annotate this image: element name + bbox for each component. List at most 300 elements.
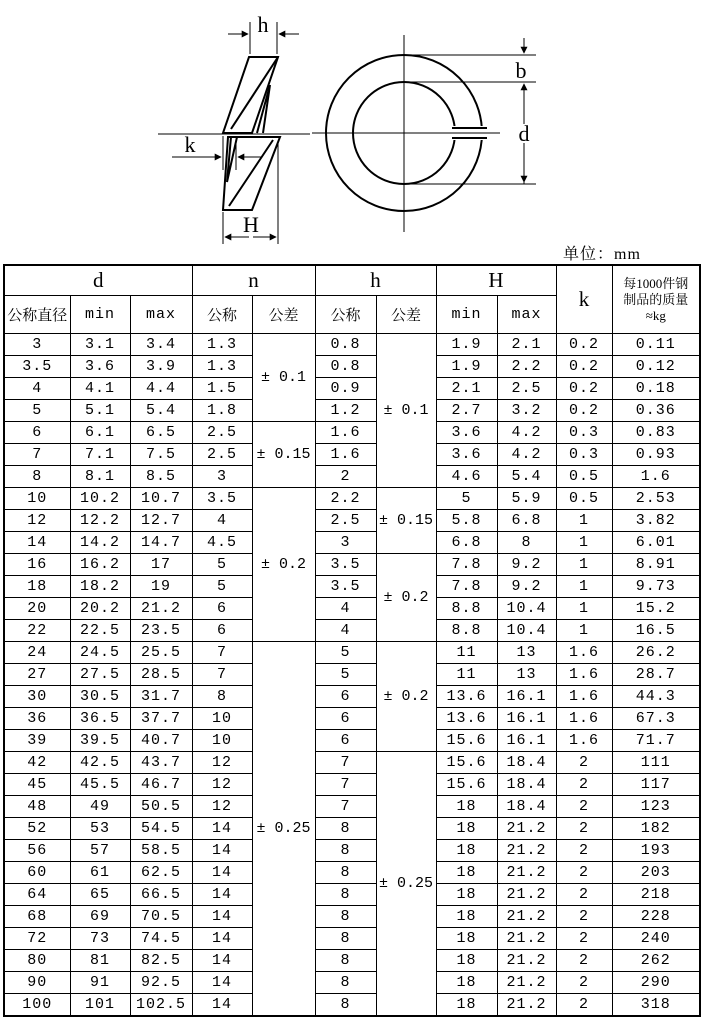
cell-nominal-diameter: 72	[4, 928, 70, 950]
cell-nominal-diameter: 39	[4, 730, 70, 752]
cell-H-min: 3.6	[436, 422, 497, 444]
cell-H-max: 10.4	[497, 598, 556, 620]
table-row	[4, 686, 700, 708]
cell-n-nominal: 12	[192, 752, 252, 774]
cell-H-max: 21.2	[497, 884, 556, 906]
cell-n-nominal: 2.5	[192, 422, 252, 444]
cell-H-min: 5.8	[436, 510, 497, 532]
cell-H-max: 9.2	[497, 554, 556, 576]
cell-h-nominal: 6	[315, 730, 376, 752]
cell-d-max: 25.5	[130, 642, 192, 664]
cell-k: 1.6	[556, 730, 612, 752]
cell-nominal-diameter: 3.5	[4, 356, 70, 378]
cell-d-min: 91	[70, 972, 130, 994]
cell-d-min: 16.2	[70, 554, 130, 576]
cell-d-min: 10.2	[70, 488, 130, 510]
table-row	[4, 510, 700, 532]
cell-mass: 6.01	[612, 532, 700, 554]
cell-n-nominal: 7	[192, 664, 252, 686]
cell-h-nominal: 7	[315, 774, 376, 796]
cell-h-nominal: 1.6	[315, 422, 376, 444]
cell-d-min: 4.1	[70, 378, 130, 400]
cell-H-min: 18	[436, 818, 497, 840]
cell-H-min: 1.9	[436, 356, 497, 378]
cell-k: 0.2	[556, 378, 612, 400]
cell-h-nominal: 8	[315, 950, 376, 972]
table-row	[4, 356, 700, 378]
cell-mass: 117	[612, 774, 700, 796]
cell-H-max: 21.2	[497, 928, 556, 950]
cell-H-min: 11	[436, 642, 497, 664]
cell-k: 2	[556, 840, 612, 862]
cell-mass: 15.2	[612, 598, 700, 620]
cell-H-max: 16.1	[497, 708, 556, 730]
cell-k: 1.6	[556, 708, 612, 730]
cell-mass: 71.7	[612, 730, 700, 752]
cell-d-min: 14.2	[70, 532, 130, 554]
cell-mass: 240	[612, 928, 700, 950]
table-row	[4, 664, 700, 686]
cell-H-min: 18	[436, 862, 497, 884]
cell-h-nominal: 0.9	[315, 378, 376, 400]
cell-d-min: 45.5	[70, 774, 130, 796]
cell-n-tolerance: ± 0.1	[252, 334, 315, 422]
cell-d-max: 31.7	[130, 686, 192, 708]
cell-H-min: 15.6	[436, 752, 497, 774]
dim-label-d: d	[518, 121, 530, 146]
cell-h-nominal: 3.5	[315, 554, 376, 576]
col-header-h-tolerance: 公差	[376, 296, 436, 334]
cell-n-nominal: 6	[192, 598, 252, 620]
table-row	[4, 488, 700, 510]
cell-H-max: 16.1	[497, 686, 556, 708]
cell-k: 2	[556, 818, 612, 840]
table-row	[4, 884, 700, 906]
cell-mass: 290	[612, 972, 700, 994]
cell-h-nominal: 1.6	[315, 444, 376, 466]
col-header-h-nominal: 公称	[315, 296, 376, 334]
cell-d-min: 30.5	[70, 686, 130, 708]
cell-H-min: 13.6	[436, 708, 497, 730]
cell-h-nominal: 6	[315, 708, 376, 730]
cell-mass: 26.2	[612, 642, 700, 664]
cell-n-nominal: 4.5	[192, 532, 252, 554]
cell-n-nominal: 14	[192, 884, 252, 906]
col-header-H-max: max	[497, 296, 556, 334]
cell-nominal-diameter: 45	[4, 774, 70, 796]
cell-nominal-diameter: 14	[4, 532, 70, 554]
cell-H-max: 21.2	[497, 972, 556, 994]
cell-H-max: 21.2	[497, 994, 556, 1017]
cell-d-min: 73	[70, 928, 130, 950]
dim-label-H: H	[243, 212, 259, 237]
cell-k: 1	[556, 576, 612, 598]
cell-n-tolerance: ± 0.15	[252, 422, 315, 488]
cell-nominal-diameter: 60	[4, 862, 70, 884]
cell-mass: 1.6	[612, 466, 700, 488]
cell-k: 0.2	[556, 356, 612, 378]
cell-mass: 44.3	[612, 686, 700, 708]
cell-d-max: 7.5	[130, 444, 192, 466]
cell-n-nominal: 10	[192, 730, 252, 752]
cell-n-nominal: 14	[192, 862, 252, 884]
cell-nominal-diameter: 3	[4, 334, 70, 356]
cell-nominal-diameter: 8	[4, 466, 70, 488]
table-row	[4, 862, 700, 884]
cell-n-nominal: 5	[192, 554, 252, 576]
cell-d-min: 69	[70, 906, 130, 928]
cell-d-min: 53	[70, 818, 130, 840]
cell-n-nominal: 14	[192, 972, 252, 994]
cell-h-nominal: 7	[315, 796, 376, 818]
cell-d-max: 19	[130, 576, 192, 598]
cell-h-nominal: 0.8	[315, 356, 376, 378]
cell-mass: 3.82	[612, 510, 700, 532]
cell-mass: 16.5	[612, 620, 700, 642]
cell-k: 0.2	[556, 334, 612, 356]
dim-label-b: b	[515, 58, 527, 83]
cell-k: 1	[556, 510, 612, 532]
cell-h-nominal: 8	[315, 972, 376, 994]
cell-h-tolerance: ± 0.15	[376, 488, 436, 554]
cell-H-min: 13.6	[436, 686, 497, 708]
cell-h-nominal: 5	[315, 642, 376, 664]
cell-n-nominal: 3	[192, 466, 252, 488]
cell-d-max: 66.5	[130, 884, 192, 906]
cell-H-max: 21.2	[497, 906, 556, 928]
cell-mass: 193	[612, 840, 700, 862]
cell-n-nominal: 2.5	[192, 444, 252, 466]
cell-d-max: 28.5	[130, 664, 192, 686]
cell-n-nominal: 12	[192, 796, 252, 818]
cell-nominal-diameter: 48	[4, 796, 70, 818]
cell-n-nominal: 5	[192, 576, 252, 598]
cell-d-min: 3.6	[70, 356, 130, 378]
cell-H-min: 3.6	[436, 444, 497, 466]
cell-H-max: 9.2	[497, 576, 556, 598]
unit-note: 单位：mm	[563, 246, 641, 263]
cell-H-min: 18	[436, 928, 497, 950]
cell-mass: 67.3	[612, 708, 700, 730]
cell-nominal-diameter: 56	[4, 840, 70, 862]
cell-h-nominal: 8	[315, 840, 376, 862]
cell-d-min: 27.5	[70, 664, 130, 686]
cell-mass: 228	[612, 906, 700, 928]
cell-mass: 0.93	[612, 444, 700, 466]
cell-H-min: 6.8	[436, 532, 497, 554]
cell-H-min: 1.9	[436, 334, 497, 356]
cell-mass: 0.36	[612, 400, 700, 422]
table-row	[4, 730, 700, 752]
cell-n-nominal: 14	[192, 928, 252, 950]
cell-h-nominal: 1.2	[315, 400, 376, 422]
cell-d-min: 3.1	[70, 334, 130, 356]
cell-h-nominal: 6	[315, 686, 376, 708]
cell-H-min: 15.6	[436, 730, 497, 752]
cell-H-max: 10.4	[497, 620, 556, 642]
cell-k: 1.6	[556, 664, 612, 686]
cell-k: 0.5	[556, 466, 612, 488]
spec-table-body	[4, 334, 700, 1017]
cell-d-min: 18.2	[70, 576, 130, 598]
cell-d-max: 14.7	[130, 532, 192, 554]
cell-H-min: 18	[436, 884, 497, 906]
cell-k: 0.3	[556, 422, 612, 444]
cell-nominal-diameter: 30	[4, 686, 70, 708]
cell-k: 2	[556, 752, 612, 774]
cell-n-tolerance: ± 0.25	[252, 642, 315, 1017]
cell-H-max: 6.8	[497, 510, 556, 532]
cell-n-nominal: 10	[192, 708, 252, 730]
cell-h-nominal: 5	[315, 664, 376, 686]
cell-mass: 8.91	[612, 554, 700, 576]
cell-k: 2	[556, 972, 612, 994]
cell-k: 0.3	[556, 444, 612, 466]
cell-n-nominal: 14	[192, 840, 252, 862]
cell-d-max: 74.5	[130, 928, 192, 950]
col-header-d-max: max	[130, 296, 192, 334]
table-row	[4, 400, 700, 422]
cell-k: 2	[556, 862, 612, 884]
cell-h-nominal: 8	[315, 862, 376, 884]
table-row	[4, 708, 700, 730]
cell-H-max: 18.4	[497, 796, 556, 818]
table-row	[4, 620, 700, 642]
cell-k: 0.2	[556, 400, 612, 422]
table-row	[4, 642, 700, 664]
cell-d-min: 24.5	[70, 642, 130, 664]
cell-k: 2	[556, 906, 612, 928]
cell-n-nominal: 1.3	[192, 356, 252, 378]
table-row	[4, 796, 700, 818]
cell-n-tolerance: ± 0.2	[252, 488, 315, 642]
cell-d-max: 58.5	[130, 840, 192, 862]
cell-H-max: 5.9	[497, 488, 556, 510]
cell-h-nominal: 3.5	[315, 576, 376, 598]
cell-k: 0.5	[556, 488, 612, 510]
col-header-n-tolerance: 公差	[252, 296, 315, 334]
cell-n-nominal: 1.3	[192, 334, 252, 356]
mass-line-1: 每1000件钢	[623, 275, 689, 291]
cell-d-min: 101	[70, 994, 130, 1017]
cell-H-max: 21.2	[497, 840, 556, 862]
cell-h-tolerance: ± 0.25	[376, 752, 436, 1017]
cell-nominal-diameter: 5	[4, 400, 70, 422]
cell-d-min: 22.5	[70, 620, 130, 642]
cell-h-nominal: 4	[315, 620, 376, 642]
cell-nominal-diameter: 64	[4, 884, 70, 906]
cell-d-min: 5.1	[70, 400, 130, 422]
cell-d-max: 46.7	[130, 774, 192, 796]
cell-d-min: 61	[70, 862, 130, 884]
table-row	[4, 466, 700, 488]
cell-d-max: 40.7	[130, 730, 192, 752]
cell-nominal-diameter: 22	[4, 620, 70, 642]
cell-H-max: 13	[497, 642, 556, 664]
cell-H-max: 21.2	[497, 818, 556, 840]
table-row	[4, 972, 700, 994]
cell-h-nominal: 8	[315, 818, 376, 840]
table-row	[4, 598, 700, 620]
cell-d-min: 8.1	[70, 466, 130, 488]
cell-n-nominal: 7	[192, 642, 252, 664]
cell-d-min: 12.2	[70, 510, 130, 532]
table-row	[4, 994, 700, 1017]
cell-d-min: 65	[70, 884, 130, 906]
col-group-h: h	[315, 265, 436, 296]
cell-d-max: 43.7	[130, 752, 192, 774]
cell-nominal-diameter: 7	[4, 444, 70, 466]
cell-nominal-diameter: 24	[4, 642, 70, 664]
cell-nominal-diameter: 68	[4, 906, 70, 928]
cell-H-min: 7.8	[436, 554, 497, 576]
cell-H-min: 18	[436, 840, 497, 862]
cell-mass: 0.12	[612, 356, 700, 378]
cell-k: 1.6	[556, 686, 612, 708]
table-row	[4, 928, 700, 950]
cell-n-nominal: 3.5	[192, 488, 252, 510]
cell-H-min: 5	[436, 488, 497, 510]
cell-H-min: 15.6	[436, 774, 497, 796]
cell-d-min: 36.5	[70, 708, 130, 730]
cell-d-min: 57	[70, 840, 130, 862]
washer-drawing	[0, 0, 704, 262]
cell-mass: 218	[612, 884, 700, 906]
cell-n-nominal: 8	[192, 686, 252, 708]
cell-k: 2	[556, 796, 612, 818]
cell-nominal-diameter: 42	[4, 752, 70, 774]
cell-d-max: 5.4	[130, 400, 192, 422]
cell-mass: 182	[612, 818, 700, 840]
cell-h-nominal: 2	[315, 466, 376, 488]
side-view	[158, 22, 310, 244]
table-row	[4, 422, 700, 444]
cell-h-nominal: 3	[315, 532, 376, 554]
table-row	[4, 444, 700, 466]
cell-n-nominal: 6	[192, 620, 252, 642]
table-row	[4, 334, 700, 356]
dim-label-k: k	[184, 132, 196, 157]
cell-d-min: 39.5	[70, 730, 130, 752]
cell-H-min: 8.8	[436, 598, 497, 620]
cell-k: 1	[556, 554, 612, 576]
table-row	[4, 554, 700, 576]
cell-nominal-diameter: 90	[4, 972, 70, 994]
cell-H-min: 4.6	[436, 466, 497, 488]
cell-H-max: 2.1	[497, 334, 556, 356]
cell-k: 1	[556, 532, 612, 554]
cell-h-nominal: 8	[315, 928, 376, 950]
cell-k: 1	[556, 620, 612, 642]
cell-d-max: 70.5	[130, 906, 192, 928]
cell-nominal-diameter: 6	[4, 422, 70, 444]
cell-H-max: 21.2	[497, 950, 556, 972]
cell-h-nominal: 8	[315, 884, 376, 906]
cell-n-nominal: 14	[192, 906, 252, 928]
col-header-mass	[612, 265, 700, 334]
cell-mass: 28.7	[612, 664, 700, 686]
cell-d-max: 23.5	[130, 620, 192, 642]
table-row	[4, 818, 700, 840]
cell-h-nominal: 2.5	[315, 510, 376, 532]
cell-nominal-diameter: 36	[4, 708, 70, 730]
cell-H-max: 2.5	[497, 378, 556, 400]
cell-d-max: 102.5	[130, 994, 192, 1017]
cell-H-min: 2.7	[436, 400, 497, 422]
cell-nominal-diameter: 10	[4, 488, 70, 510]
cell-H-max: 3.2	[497, 400, 556, 422]
cell-nominal-diameter: 18	[4, 576, 70, 598]
cell-d-max: 54.5	[130, 818, 192, 840]
cell-d-max: 62.5	[130, 862, 192, 884]
header-row-groups	[4, 265, 700, 296]
table-row	[4, 906, 700, 928]
cell-H-min: 18	[436, 972, 497, 994]
cell-H-min: 18	[436, 994, 497, 1017]
table-row	[4, 774, 700, 796]
cell-n-nominal: 1.5	[192, 378, 252, 400]
cell-d-max: 92.5	[130, 972, 192, 994]
cell-H-max: 21.2	[497, 862, 556, 884]
cell-d-max: 3.9	[130, 356, 192, 378]
cell-d-max: 37.7	[130, 708, 192, 730]
cell-H-min: 18	[436, 906, 497, 928]
cell-d-max: 82.5	[130, 950, 192, 972]
cell-mass: 9.73	[612, 576, 700, 598]
cell-h-tolerance: ± 0.2	[376, 642, 436, 752]
cell-H-min: 18	[436, 796, 497, 818]
cell-d-max: 10.7	[130, 488, 192, 510]
cell-h-tolerance: ± 0.1	[376, 334, 436, 488]
cell-H-max: 16.1	[497, 730, 556, 752]
cell-k: 2	[556, 950, 612, 972]
cell-d-min: 81	[70, 950, 130, 972]
cell-mass: 2.53	[612, 488, 700, 510]
cell-H-min: 11	[436, 664, 497, 686]
cell-d-max: 6.5	[130, 422, 192, 444]
cell-n-nominal: 12	[192, 774, 252, 796]
table-row	[4, 378, 700, 400]
cell-h-nominal: 4	[315, 598, 376, 620]
cell-d-max: 21.2	[130, 598, 192, 620]
col-header-k: k	[556, 265, 612, 334]
cell-k: 1	[556, 598, 612, 620]
cell-H-max: 18.4	[497, 752, 556, 774]
cell-h-nominal: 0.8	[315, 334, 376, 356]
table-row	[4, 840, 700, 862]
cell-d-max: 17	[130, 554, 192, 576]
cell-nominal-diameter: 16	[4, 554, 70, 576]
mass-line-2: 制品的质量	[623, 291, 689, 307]
cell-nominal-diameter: 100	[4, 994, 70, 1017]
cell-d-min: 7.1	[70, 444, 130, 466]
cell-H-min: 8.8	[436, 620, 497, 642]
cell-H-min: 2.1	[436, 378, 497, 400]
cell-n-nominal: 14	[192, 994, 252, 1017]
col-group-d: d	[4, 265, 192, 296]
col-header-n-nominal: 公称	[192, 296, 252, 334]
cell-d-max: 4.4	[130, 378, 192, 400]
cell-mass: 318	[612, 994, 700, 1017]
cell-k: 2	[556, 884, 612, 906]
cell-H-max: 4.2	[497, 444, 556, 466]
front-view	[312, 35, 536, 232]
cell-d-max: 3.4	[130, 334, 192, 356]
cell-H-max: 18.4	[497, 774, 556, 796]
cell-d-max: 12.7	[130, 510, 192, 532]
cell-n-nominal: 14	[192, 950, 252, 972]
spec-table	[3, 264, 701, 1017]
